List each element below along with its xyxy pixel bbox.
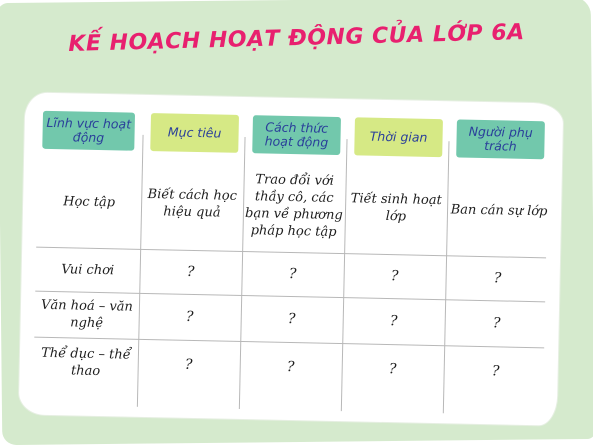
table-cell-method: ? xyxy=(286,358,295,375)
table-cell-field: Thể dục – thể thao xyxy=(41,345,131,380)
plan-table xyxy=(33,111,553,418)
table-cell-method: ? xyxy=(287,310,296,327)
table-cell-time: Tiết sinh hoạt lớp xyxy=(350,191,442,225)
table-cell-field: Học tập xyxy=(63,193,116,210)
header-thoi-gian: Thời gian xyxy=(354,117,443,157)
table-cell-goal: ? xyxy=(186,263,195,280)
table-cell-time: ? xyxy=(389,312,398,329)
table-cell-method: ? xyxy=(288,265,297,282)
header-nguoi-phu-trach: Người phụ trách xyxy=(456,119,545,159)
table-cell-goal: ? xyxy=(185,308,194,325)
table-cell-time: ? xyxy=(390,267,399,284)
table-cell-field: Vui chơi xyxy=(61,261,115,278)
table-cell-time: ? xyxy=(388,360,397,377)
plan-table-card xyxy=(19,92,564,425)
header-cach-thuc: Cách thức hoạt động xyxy=(252,115,341,155)
table-cell-field: Văn hoá – văn nghệ xyxy=(40,297,134,332)
table-cell-owner: Ban cán sự lớp xyxy=(450,201,548,219)
table-cell-owner: ? xyxy=(491,362,500,379)
table-cell-goal: ? xyxy=(184,356,193,373)
table-cell-owner: ? xyxy=(493,269,502,286)
table-cell-goal: Biết cách học hiệu quả xyxy=(147,186,238,221)
table-cell-owner: ? xyxy=(492,314,501,331)
header-muc-tieu: Mục tiêu xyxy=(150,113,239,153)
table-cell-method: Trao đổi với thầy cô, các bạn về phương pháp học tập xyxy=(244,172,343,240)
page-title: KẾ HOẠCH HOẠT ĐỘNG CỦA LỚP 6A xyxy=(68,20,525,57)
header-linh-vuc: Lĩnh vực hoạt động xyxy=(42,111,135,151)
